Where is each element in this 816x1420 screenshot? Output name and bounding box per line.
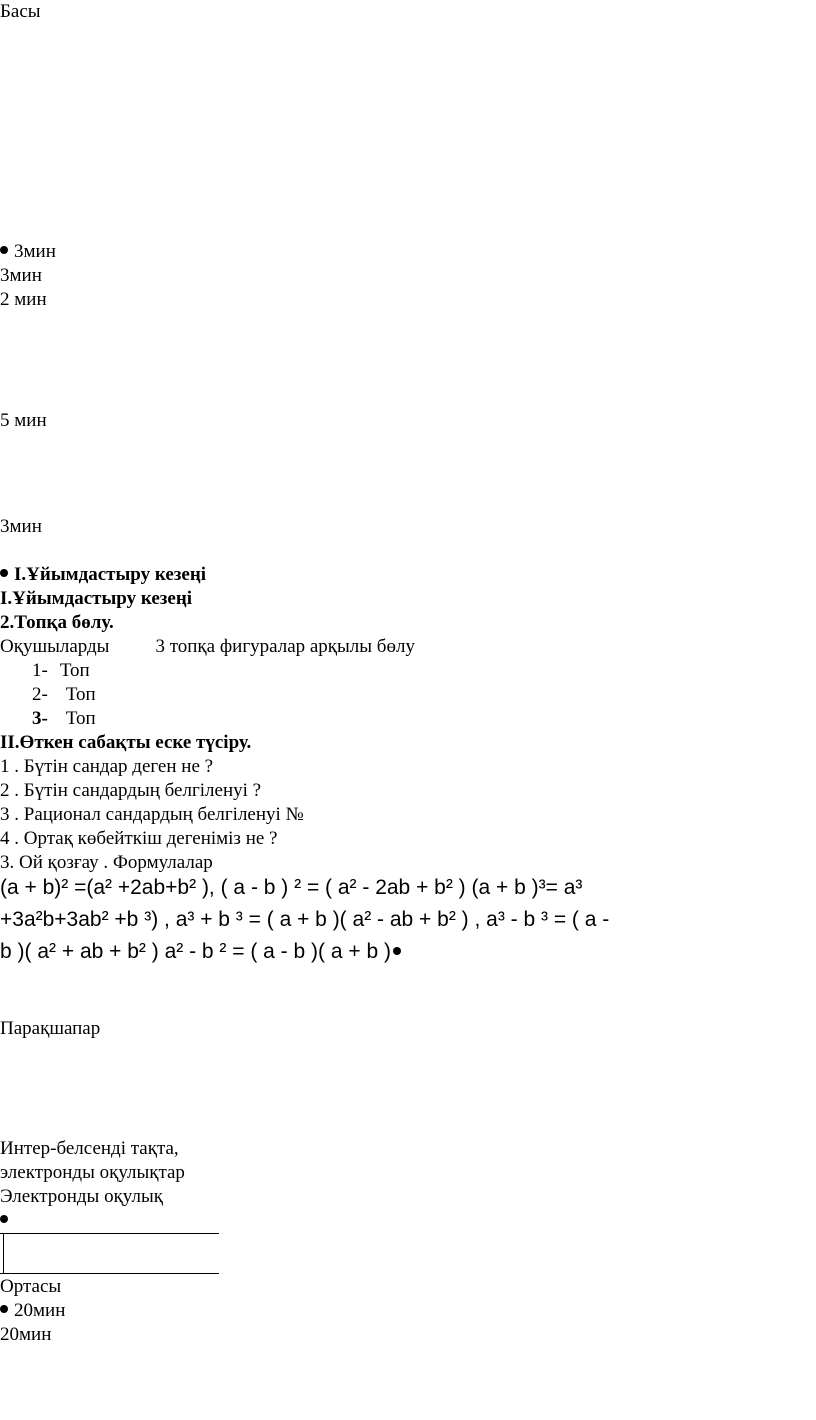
question-item: 2 . Бүтін сандардың белгіленуі ? (0, 780, 262, 801)
time-value: 3мин (14, 241, 56, 262)
group-num: 3- (32, 708, 48, 729)
question-item: 1 . Бүтін сандар деген не ? (0, 756, 214, 777)
group-num: 1- (32, 660, 48, 681)
table-border (3, 1234, 4, 1273)
section-heading: ІІ.Өткен сабақты еске түсіру. (0, 732, 252, 753)
group-label: Топ (65, 684, 96, 705)
group-num: 2- (32, 684, 48, 705)
group-item (32, 683, 96, 707)
time-item (0, 240, 56, 264)
formula-line: (a + b)² =(a² +2ab+b² ), ( a - b ) ² = ( a² - 2ab + b² ) (a + b )³= a³ (0, 876, 583, 899)
stage-label-ortasy: Ортасы (0, 1276, 62, 1297)
section-title: І.Ұйымдастыру кезеңі (14, 564, 207, 585)
section-heading (0, 563, 206, 587)
time-item: 3мин (0, 516, 42, 537)
bullet-icon (393, 947, 401, 955)
resource-item: электронды оқулықтар (0, 1162, 185, 1183)
section-heading: І.Ұйымдастыру кезеңі (0, 588, 193, 609)
desc-text: 3 топқа фигуралар арқылы бөлу (155, 636, 415, 657)
time-value: 20мин (14, 1300, 66, 1321)
bullet-icon (0, 1215, 8, 1223)
group-label: Топ (65, 708, 96, 729)
formula-text: b )( a² + ab + b² ) a² - b ² = ( a - b )( a + b ) (0, 940, 391, 963)
bullet-icon (0, 569, 8, 577)
game-item: 3. Ой қозғау . Формулалар (0, 852, 213, 873)
group-description (0, 635, 415, 659)
question-item: 4 . Ортақ көбейткіш дегеніміз не ? (0, 828, 278, 849)
subsection-heading: 2.Топқа бөлу. (0, 612, 114, 633)
formula-line (0, 940, 407, 964)
empty-table-cell (0, 1233, 219, 1274)
group-label: Топ (59, 660, 90, 681)
formula-line: +3a²b+3ab² +b ³) , a³ + b ³ = ( a + b )( a² - ab + b² ) , a³ - b ³ = ( a - (0, 908, 610, 931)
resource-item: Парақшапар (0, 1018, 101, 1039)
stage-label-basy: Басы (0, 1, 41, 22)
time-item: 20мин (0, 1324, 52, 1345)
time-item (0, 1299, 65, 1323)
resource-item: Интер-белсенді тақта, (0, 1138, 179, 1159)
time-item: 3мин (0, 265, 42, 286)
resource-item: Электронды оқулық (0, 1186, 163, 1207)
bullet-icon (0, 1305, 8, 1313)
bullet-icon (0, 246, 8, 254)
question-item: 3 . Рационал сандардың белгіленуі № (0, 804, 304, 825)
bullet-line (0, 1209, 14, 1233)
time-item: 2 мин (0, 289, 47, 310)
group-item (32, 659, 90, 683)
desc-text: Оқушыларды (0, 636, 110, 657)
group-item (32, 707, 96, 731)
time-item: 5 мин (0, 410, 47, 431)
